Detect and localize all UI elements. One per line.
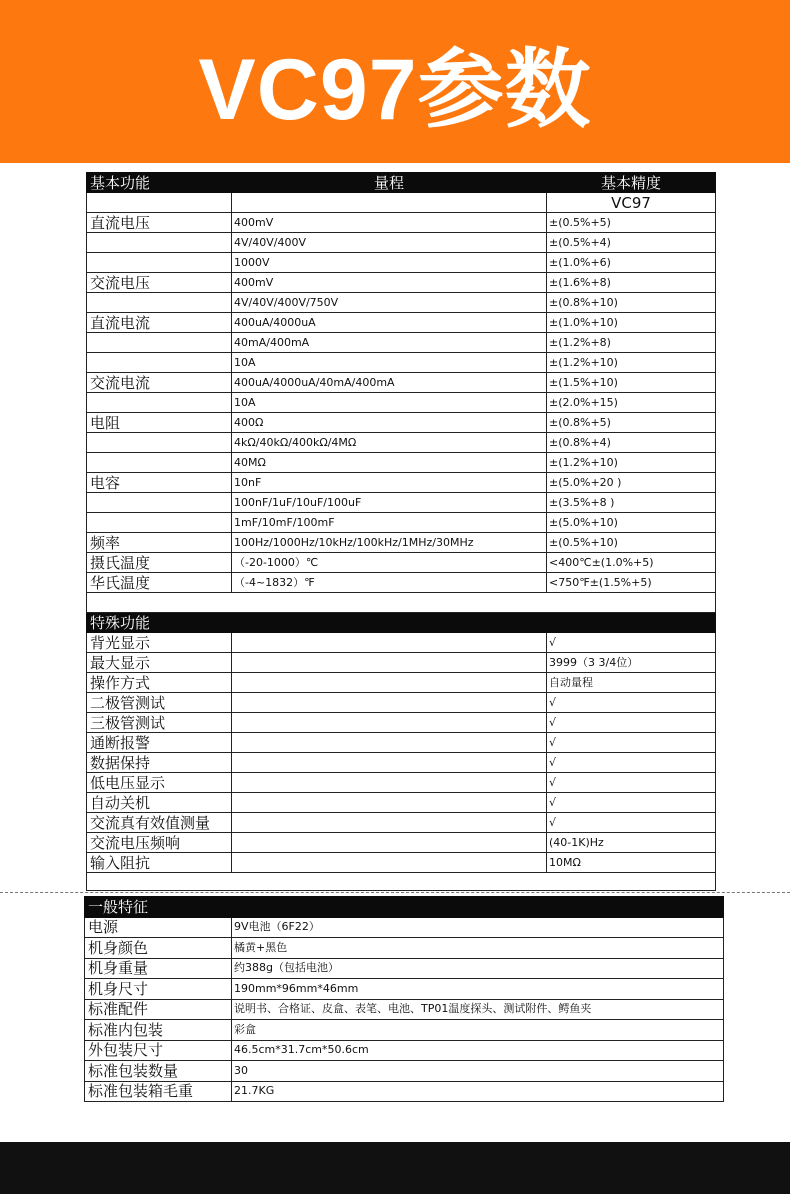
feature-cell: 二极管测试	[87, 693, 232, 713]
empty-cell	[232, 713, 547, 733]
empty-cell	[87, 873, 716, 891]
function-cell: 电阻	[87, 413, 232, 433]
empty-cell	[232, 853, 547, 873]
model-row	[87, 193, 716, 213]
range-cell: 40mA/400mA	[232, 333, 547, 353]
header-function: 基本功能	[87, 173, 232, 193]
function-cell	[87, 453, 232, 473]
feature-cell: 低电压显示	[87, 773, 232, 793]
table-row	[87, 833, 716, 853]
table-row	[87, 313, 716, 333]
property-cell: 机身重量	[85, 958, 232, 979]
function-cell	[87, 353, 232, 373]
feature-cell: 操作方式	[87, 673, 232, 693]
accuracy-cell: ±(0.8%+4)	[547, 433, 716, 453]
table-row	[87, 233, 716, 253]
property-cell: 机身颜色	[85, 938, 232, 959]
accuracy-cell: ±(0.8%+10)	[547, 293, 716, 313]
table-row	[87, 473, 716, 493]
function-cell: 直流电流	[87, 313, 232, 333]
value-cell: 30	[232, 1061, 724, 1082]
accuracy-cell: ±(1.2%+10)	[547, 353, 716, 373]
accuracy-cell: ±(1.6%+8)	[547, 273, 716, 293]
range-cell: 10A	[232, 353, 547, 373]
feature-cell: 交流电压频响	[87, 833, 232, 853]
accuracy-cell: ±(1.2%+10)	[547, 453, 716, 473]
table-row	[87, 553, 716, 573]
table-row	[85, 958, 724, 979]
accuracy-cell: ±(0.5%+4)	[547, 233, 716, 253]
table-row	[87, 393, 716, 413]
table-row	[87, 453, 716, 473]
range-cell: 4kΩ/40kΩ/400kΩ/4MΩ	[232, 433, 547, 453]
page-title: VC97参数	[198, 41, 592, 138]
empty-cell	[232, 773, 547, 793]
property-cell: 标准包装箱毛重	[85, 1081, 232, 1102]
table-row	[85, 979, 724, 1000]
range-cell: 10A	[232, 393, 547, 413]
table-row	[85, 999, 724, 1020]
table-row	[87, 293, 716, 313]
empty-cell	[87, 193, 232, 213]
function-cell	[87, 253, 232, 273]
function-cell: 交流电流	[87, 373, 232, 393]
table-row	[87, 773, 716, 793]
property-cell: 机身尺寸	[85, 979, 232, 1000]
table-row	[87, 433, 716, 453]
value-cell: √	[547, 793, 716, 813]
table-row	[87, 353, 716, 373]
accuracy-cell: <400℃±(1.0%+5)	[547, 553, 716, 573]
table-row	[87, 653, 716, 673]
table-row	[87, 533, 716, 553]
spacer-row	[87, 593, 716, 613]
value-cell: 10MΩ	[547, 853, 716, 873]
value-cell: √	[547, 633, 716, 653]
accuracy-cell: ±(0.5%+10)	[547, 533, 716, 553]
table-row	[87, 413, 716, 433]
function-cell	[87, 513, 232, 533]
table-header	[87, 173, 716, 193]
empty-cell	[232, 693, 547, 713]
spec-table	[86, 172, 716, 891]
feature-cell: 交流真有效值测量	[87, 813, 232, 833]
spacer-row	[87, 873, 716, 891]
empty-cell	[232, 793, 547, 813]
range-cell: 400uA/4000uA	[232, 313, 547, 333]
function-cell: 电容	[87, 473, 232, 493]
title-banner	[0, 0, 790, 163]
table-row	[87, 793, 716, 813]
table-row	[85, 1020, 724, 1041]
accuracy-cell: <750℉±(1.5%+5)	[547, 573, 716, 593]
value-cell: 21.7KG	[232, 1081, 724, 1102]
range-cell: 400uA/4000uA/40mA/400mA	[232, 373, 547, 393]
value-cell: 9V电池（6F22）	[232, 917, 724, 938]
range-cell: 400mV	[232, 273, 547, 293]
empty-cell	[232, 753, 547, 773]
range-cell: （-4~1832）℉	[232, 573, 547, 593]
value-cell: 橘黄+黑色	[232, 938, 724, 959]
header-range: 量程	[232, 173, 547, 193]
general-header: 一般特征	[85, 897, 724, 918]
function-cell: 直流电压	[87, 213, 232, 233]
accuracy-cell: ±(5.0%+20 )	[547, 473, 716, 493]
table-row	[87, 513, 716, 533]
table-row	[87, 493, 716, 513]
function-cell	[87, 493, 232, 513]
range-cell: 100nF/1uF/10uF/100uF	[232, 493, 547, 513]
property-cell: 标准包装数量	[85, 1061, 232, 1082]
model-name: VC97	[547, 193, 716, 213]
accuracy-cell: ±(0.8%+5)	[547, 413, 716, 433]
range-cell: 100Hz/1000Hz/10kHz/100kHz/1MHz/30MHz	[232, 533, 547, 553]
table-row	[87, 813, 716, 833]
property-cell: 电源	[85, 917, 232, 938]
function-cell	[87, 333, 232, 353]
function-cell	[87, 433, 232, 453]
range-cell: 400Ω	[232, 413, 547, 433]
accuracy-cell: ±(0.5%+5)	[547, 213, 716, 233]
table-row	[87, 633, 716, 653]
table-row	[85, 1040, 724, 1061]
feature-cell: 三极管测试	[87, 713, 232, 733]
value-cell: 说明书、合格证、皮盒、表笔、电池、TP01温度探头、测试附件、鳄鱼夹	[232, 999, 724, 1020]
function-cell: 交流电压	[87, 273, 232, 293]
empty-cell	[232, 813, 547, 833]
function-cell: 摄氏温度	[87, 553, 232, 573]
range-cell: 40MΩ	[232, 453, 547, 473]
function-cell: 华氏温度	[87, 573, 232, 593]
table-row	[87, 693, 716, 713]
accuracy-cell: ±(2.0%+15)	[547, 393, 716, 413]
table-row	[85, 917, 724, 938]
feature-cell: 数据保持	[87, 753, 232, 773]
table-row	[85, 1061, 724, 1082]
value-cell: 彩盒	[232, 1020, 724, 1041]
table-row	[87, 213, 716, 233]
table-row	[87, 373, 716, 393]
value-cell: 自动量程	[547, 673, 716, 693]
value-cell: √	[547, 773, 716, 793]
table-row	[87, 753, 716, 773]
property-cell: 标准内包装	[85, 1020, 232, 1041]
value-cell: 46.5cm*31.7cm*50.6cm	[232, 1040, 724, 1061]
table-row	[85, 938, 724, 959]
empty-cell	[232, 833, 547, 853]
general-table	[84, 896, 724, 1102]
range-cell: 10nF	[232, 473, 547, 493]
accuracy-cell: ±(5.0%+10)	[547, 513, 716, 533]
value-cell: (40-1K)Hz	[547, 833, 716, 853]
accuracy-cell: ±(1.2%+8)	[547, 333, 716, 353]
function-cell	[87, 293, 232, 313]
function-cell	[87, 233, 232, 253]
header-accuracy: 基本精度	[547, 173, 716, 193]
value-cell: √	[547, 813, 716, 833]
empty-cell	[232, 633, 547, 653]
accuracy-cell: ±(1.0%+6)	[547, 253, 716, 273]
empty-cell	[87, 593, 716, 613]
value-cell: √	[547, 753, 716, 773]
feature-cell: 最大显示	[87, 653, 232, 673]
feature-cell: 通断报警	[87, 733, 232, 753]
function-cell	[87, 393, 232, 413]
accuracy-cell: ±(3.5%+8 )	[547, 493, 716, 513]
value-cell: √	[547, 693, 716, 713]
empty-cell	[232, 193, 547, 213]
value-cell: √	[547, 733, 716, 753]
table-row	[87, 333, 716, 353]
range-cell: （-20-1000）℃	[232, 553, 547, 573]
value-cell: 约388g（包括电池）	[232, 958, 724, 979]
table-row	[87, 853, 716, 873]
feature-cell: 自动关机	[87, 793, 232, 813]
section-header	[85, 897, 724, 918]
function-cell: 频率	[87, 533, 232, 553]
feature-cell: 背光显示	[87, 633, 232, 653]
content	[0, 172, 790, 1102]
value-cell: 3999（3 3/4位）	[547, 653, 716, 673]
table-row	[87, 713, 716, 733]
empty-cell	[232, 733, 547, 753]
range-cell: 1000V	[232, 253, 547, 273]
accuracy-cell: ±(1.0%+10)	[547, 313, 716, 333]
footer-band	[0, 1142, 790, 1194]
empty-cell	[232, 673, 547, 693]
value-cell: √	[547, 713, 716, 733]
empty-cell	[232, 653, 547, 673]
accuracy-cell: ±(1.5%+10)	[547, 373, 716, 393]
table-row	[87, 273, 716, 293]
table-row	[87, 673, 716, 693]
section-header	[87, 613, 716, 633]
property-cell: 标准配件	[85, 999, 232, 1020]
range-cell: 4V/40V/400V	[232, 233, 547, 253]
range-cell: 400mV	[232, 213, 547, 233]
special-header: 特殊功能	[87, 613, 716, 633]
table-row	[87, 573, 716, 593]
feature-cell: 输入阻抗	[87, 853, 232, 873]
range-cell: 4V/40V/400V/750V	[232, 293, 547, 313]
property-cell: 外包装尺寸	[85, 1040, 232, 1061]
value-cell: 190mm*96mm*46mm	[232, 979, 724, 1000]
table-row	[87, 253, 716, 273]
table-row	[85, 1081, 724, 1102]
range-cell: 1mF/10mF/100mF	[232, 513, 547, 533]
table-row	[87, 733, 716, 753]
